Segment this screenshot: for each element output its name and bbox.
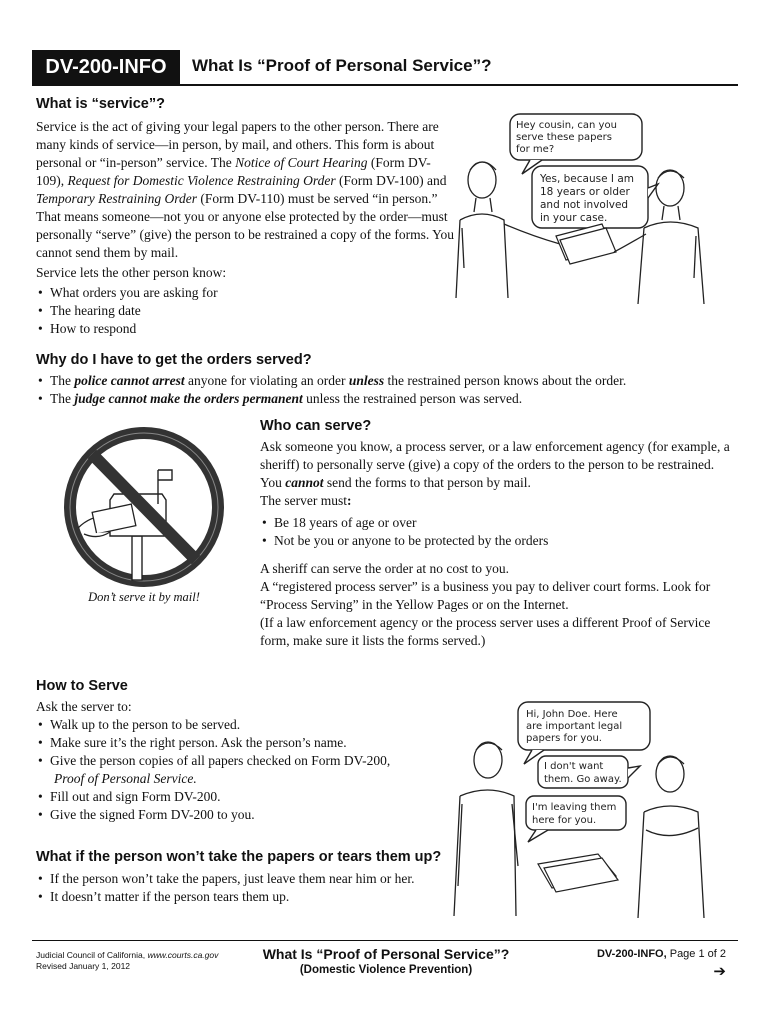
svg-text:Yes, because I am: Yes, because I am	[540, 173, 634, 185]
section-why	[36, 352, 736, 408]
svg-text:I'm leaving them: I'm leaving them	[532, 802, 617, 813]
list-item: • The judge cannot make the orders permanent unless the restrained person was served.	[36, 390, 736, 408]
section-heading: Who can serve?	[260, 418, 372, 434]
svg-text:for me?: for me?	[516, 144, 555, 155]
next-page-arrow-icon[interactable]: ➔	[713, 962, 726, 980]
section-heading: Why do I have to get the orders served?	[36, 352, 312, 368]
how-intro: Ask the server to:	[36, 699, 132, 714]
list-item: • If the person won’t take the papers, just leave them near him or her.	[36, 870, 446, 888]
served-person	[638, 756, 704, 918]
why-bullets	[36, 372, 736, 408]
sheriff-note: A sheriff can serve the order at no cost to you.	[260, 561, 510, 576]
list-item: • Walk up to the person to be served.	[36, 716, 446, 734]
list-item: • It doesn’t matter if the person tears them up.	[36, 888, 446, 906]
service-bullets	[36, 284, 456, 338]
server-must: The server must:	[260, 493, 352, 508]
header-rule	[32, 84, 738, 86]
server-person	[454, 742, 518, 916]
papers	[556, 224, 616, 264]
mail-caption: Don’t serve it by mail!	[88, 590, 200, 604]
page-title: What Is “Proof of Personal Service”?	[192, 56, 492, 75]
who-paragraph: Ask someone you know, a process server, or a law enforcement agency (for example, a sheriff) to personally serve (give) a copy of the orders to the person to be restrained. You cannot send the forms to that person by mail.	[260, 439, 730, 490]
section-what-is-service	[36, 96, 456, 338]
comic-illustration-serving	[448, 696, 720, 922]
svg-text:18 years or older: 18 years or older	[540, 186, 630, 198]
svg-text:I don't want: I don't want	[544, 761, 604, 772]
section-how-to-serve	[36, 678, 446, 824]
service-intro: Service lets the other person know:	[36, 265, 227, 280]
list-item: • How to respond	[36, 320, 456, 338]
list-item: • The police cannot arrest anyone for violating an order unless the restrained person knows about the order.	[36, 372, 736, 390]
svg-text:and not involved: and not involved	[540, 199, 629, 211]
svg-text:Hi, John Doe. Here: Hi, John Doe. Here	[526, 709, 618, 720]
svg-text:papers for you.: papers for you.	[526, 733, 602, 744]
section-heading: What is “service”?	[36, 96, 165, 112]
list-item: • Not be you or anyone to be protected by the orders	[260, 532, 730, 550]
list-item: • What orders you are asking for	[36, 284, 456, 302]
footer-title: What Is “Proof of Personal Service”?	[262, 946, 510, 962]
process-server-note: A “registered process server” is a business you pay to deliver court forms. Look for “Process Serving” in the Yellow Pages or on the Internet.	[260, 579, 711, 612]
different-form-note: (If a law enforcement agency or the process server uses a different Proof of Service form, make sure it lists the forms served.)	[260, 615, 711, 648]
section-heading: How to Serve	[36, 678, 128, 694]
no-mail-illustration	[54, 424, 234, 590]
tears-bullets	[36, 870, 446, 906]
service-paragraph: Service is the act of giving your legal papers to the other person. There are many kinds of service—in person, by mail, and others. This form is about personal or “in-person” service. The Notice of Court Hearing (Form DV-109), Request for Domestic Violence Restraining Order (Form DV-100) and Temporary Restraining Order (Form DV-110) must be served “in person.” That means someone—not you or anyone else protected by the order—must personally “serve” (give) the person to be restrained a copy of the forms. You cannot send them by mail.	[36, 119, 454, 260]
footer-org: Judicial Council of California, www.courts.ca.gov Revised January 1, 2012	[36, 950, 219, 971]
list-item: • Give the person copies of all papers checked on Form DV-200, Proof of Personal Service.	[36, 752, 446, 788]
svg-text:in your case.: in your case.	[540, 212, 608, 224]
section-tears	[36, 848, 446, 906]
list-item: • Be 18 years of age or over	[260, 514, 730, 532]
svg-text:Hey cousin, can you: Hey cousin, can you	[516, 120, 617, 131]
svg-text:serve these papers: serve these papers	[516, 132, 612, 143]
list-item: • Make sure it’s the right person. Ask the person’s name.	[36, 734, 446, 752]
server-requirements	[260, 514, 730, 550]
footer-subtitle: (Domestic Violence Prevention)	[299, 964, 473, 976]
comic-illustration-request	[452, 108, 712, 308]
list-item: • Give the signed Form DV-200 to you.	[36, 806, 446, 824]
svg-text:them. Go away.: them. Go away.	[544, 774, 622, 785]
section-who-can-serve	[260, 418, 730, 650]
section-heading: What if the person won’t take the papers or tears them up?	[36, 849, 442, 865]
list-item: • The hearing date	[36, 302, 456, 320]
papers-on-ground	[538, 854, 618, 892]
svg-text:here for you.: here for you.	[532, 815, 597, 826]
list-item: • Fill out and sign Form DV-200.	[36, 788, 446, 806]
footer-page-info: DV-200-INFO, Page 1 of 2	[596, 948, 726, 960]
footer-rule	[32, 940, 738, 941]
form-badge: DV-200-INFO	[32, 50, 180, 84]
how-bullets	[36, 716, 446, 824]
svg-text:are important legal: are important legal	[526, 721, 623, 732]
